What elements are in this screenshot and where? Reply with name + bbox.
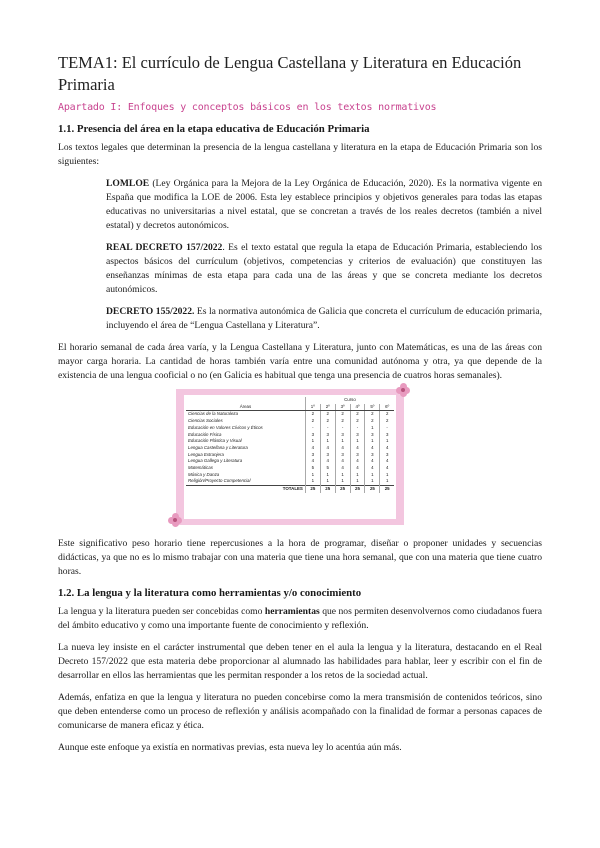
law-description: (Ley Orgánica para la Mejora de la Ley Orgánica de Educación, 2020). Es la normativa vigente en España que modifica la LOE de 2006. Esta ley establece principios y objetivos generales para todas las etapas educativas no universitarias a nivel estatal, que se concretan a través de los reales decretos (también a nivel estatal) y decretos autonómicos. [106,178,542,231]
table-cell-hours: 2 [350,418,365,425]
table-cell-hours: - [335,425,350,432]
table-cell-hours: 1 [305,472,320,479]
table-cell-hours: 3 [350,432,365,439]
table-cell-area: Matemáticas [188,465,213,471]
table-cell-hours: 4 [335,458,350,465]
table-header-areas: Áreas [186,404,305,411]
table-cell-hours: 2 [305,411,320,418]
table-cell-area: Educación en Valores Cívicos y Éticos [188,424,263,430]
table-cell-hours: 4 [350,465,365,472]
table-cell-hours: 1 [365,478,380,485]
emphasis-herramientas: herramientas [264,606,320,617]
table-header-course: 1º [305,404,320,411]
table-row [186,465,394,472]
table-cell-hours: 5 [320,465,335,472]
table-header-course: 3º [335,404,350,411]
table-header-row [186,404,394,411]
table-row [186,458,394,465]
section-2-heading: 1.2. La lengua y la literatura como herramientas y/o conocimiento [58,587,362,599]
table-cell-hours: 4 [320,445,335,452]
hours-table [186,397,394,493]
table-cell-area: Ciencias de la Naturaleza [188,411,239,417]
text-run: que nos permiten desenvolvernos como ciudadanos fuera del ámbito educativo y como una importante fuente de conocimiento y reflexión. [58,606,542,631]
table-cell-hours: 1 [320,472,335,479]
table-cell-hours: 3 [365,452,380,459]
table-row [186,418,394,425]
table-cell-hours: 2 [380,411,394,418]
table-cell-hours: 4 [350,458,365,465]
law-item-lomloe [106,177,542,233]
table-cell-hours: - [380,425,394,432]
table-row [186,425,394,432]
table-row [186,452,394,459]
table-cell-area: Lengua Gallega y Literatura [188,458,243,464]
flower-decoration-icon [396,383,410,397]
law-item-decreto [106,305,542,333]
table-cell-hours: 1 [380,472,394,479]
table-cell-total: 25 [320,486,335,493]
table-cell-hours: 4 [365,458,380,465]
table-cell-area: Lengua Extranjera [188,451,224,457]
table-cell-hours: 4 [380,458,394,465]
table-cell-total: 25 [365,486,380,493]
apartado-heading: Apartado I: Enfoques y conceptos básicos en los textos normativos [58,102,437,113]
table-cell-hours: 1 [350,478,365,485]
after-table-paragraph: Este significativo peso horario tiene repercusiones a la hora de programar, diseñar o proponer unidades y secuencias didácticas, ya que no es lo mismo trabajar con una materia que tiene una hora semanal, que con una materia que tiene cuatro horas. [58,538,542,577]
table-header-course: 2º [320,404,335,411]
table-cell-hours: 4 [380,465,394,472]
table-cell-hours: 4 [365,445,380,452]
table-cell-hours: 3 [365,432,380,439]
section-2-paragraph-1 [58,605,542,633]
table-cell-hours: - [305,425,320,432]
table-total-label: TOTALES [186,486,305,493]
table-cell-hours: 2 [365,411,380,418]
table-cell-hours: 2 [380,418,394,425]
table-cell-hours: 1 [335,478,350,485]
table-row [186,432,394,439]
text-run: La lengua y la literatura pueden ser concebidas como [58,606,265,617]
table-cell-hours: 3 [335,452,350,459]
table-cell-hours: 1 [380,478,394,485]
table-row [186,445,394,452]
document-title: TEMA1: El currículo de Lengua Castellana y Literatura en Educación Primaria [58,53,522,94]
table-cell-area: Lengua Castellana y Literatura [188,444,248,450]
table-cell-hours: 1 [320,438,335,445]
table-cell-hours: 3 [320,452,335,459]
table-cell-area: Educación Física [188,431,222,437]
section-1-intro: Los textos legales que determinan la presencia de la lengua castellana y literatura en la etapa de Educación Primaria son los siguientes: [58,142,542,167]
section-1-heading: 1.1. Presencia del área en la etapa educativa de Educación Primaria [58,123,370,135]
table-cell-total: 25 [350,486,365,493]
table-cell-area: Religión/Proyecto Competencial [188,478,251,484]
table-cell-hours: 3 [335,432,350,439]
table-header-course: 6º [380,404,394,411]
table-cell-hours: 1 [365,438,380,445]
table-cell-hours: 1 [320,478,335,485]
table-cell-hours: - [320,425,335,432]
table-cell-hours: 1 [365,472,380,479]
table-header-course: 5º [365,404,380,411]
table-header-empty [186,397,305,404]
table-cell-area: Ciencias Sociales [188,418,223,424]
table-cell-hours: 3 [305,452,320,459]
section-2-paragraph-3: Además, enfatiza en que la lengua y literatura no pueden concebirse como la mera transmisión de contenidos teóricos, sino que deben entenderse como un proceso de reflexión y análisis acompañado con la finalidad de formar a personas capaces de comunicarse de manera eficaz y ética. [58,692,542,731]
table-cell-hours: 2 [320,418,335,425]
table-cell-hours: 1 [335,438,350,445]
table-cell-hours: 1 [305,478,320,485]
table-cell-hours: 2 [335,411,350,418]
table-cell-hours: 1 [335,472,350,479]
law-term: LOMLOE [106,178,150,189]
table-cell-hours: 2 [335,418,350,425]
table-header-curso: Curso [305,397,394,404]
table-cell-area: Educación Plástica y Visual [188,438,242,444]
law-description: . Es el texto estatal que regula la etapa de Educación Primaria, estableciendo los aspectos básicos del currículum (objetivos, competencias y criterios de evaluación) que constituyen las enseñanzas mínimas de esta etapa para cada una de las áreas y que se concreta mediante los decretos autonómicos. [106,242,542,295]
table-cell-hours: 1 [380,438,394,445]
table-cell-hours: 1 [365,425,380,432]
hours-table-figure [176,389,408,527]
table-cell-hours: 5 [305,465,320,472]
law-item-real-decreto [106,241,542,297]
table-cell-hours: 4 [380,445,394,452]
table-cell-hours: - [350,425,365,432]
table-cell-hours: 3 [380,432,394,439]
table-cell-hours: 3 [305,432,320,439]
document-page [58,52,542,763]
hours-table-body [186,411,394,493]
table-header-course: 4º [350,404,365,411]
law-description: Es la normativa autonómica de Galicia que concreta el currículum de educación primaria, incluyendo el área de “Lengua Castellana y Literatura”. [106,306,543,331]
table-cell-hours: 4 [305,458,320,465]
table-row [186,472,394,479]
table-row [186,438,394,445]
section-2-paragraph-2: La nueva ley insiste en el carácter instrumental que deben tener en el aula la lengua y la literatura, destacando en el Real Decreto 157/2022 que esta materia debe proporcionar al alumnado las habilidades para hablar, leer y escribir con el fin de desarrollar en ellos las herramientas que les permitan responder a los retos de la sociedad actual. [58,642,542,681]
table-cell-hours: 4 [320,458,335,465]
table-header-group-row [186,397,394,404]
table-cell-hours: 3 [380,452,394,459]
table-cell-hours: 4 [365,465,380,472]
table-cell-total: 25 [380,486,394,493]
table-cell-hours: 2 [350,411,365,418]
section-2-paragraph-4: Aunque este enfoque ya existía en normativas previas, esta nueva ley lo acentúa aún más. [58,742,402,753]
table-cell-total: 25 [335,486,350,493]
table-cell-hours: 2 [305,418,320,425]
table-row [186,478,394,485]
law-term: DECRETO 155/2022. [106,306,195,317]
table-cell-hours: 1 [350,438,365,445]
horario-paragraph: El horario semanal de cada área varía, y la Lengua Castellana y Literatura, junto con Matemáticas, es una de las áreas con mayor carga horaria. La cantidad de horas también varía entre una comunidad autónoma y otra, ya que depende de la existencia de una lengua cooficial o no (en Galicia es habitual que tenga una presencia de cuatros horas semanales). [58,342,542,381]
table-cell-hours: 4 [335,445,350,452]
table-total-row [186,486,394,493]
table-cell-hours: 3 [320,432,335,439]
table-cell-hours: 2 [365,418,380,425]
flower-decoration-icon [168,513,182,527]
table-cell-hours: 4 [305,445,320,452]
table-row [186,411,394,418]
table-cell-hours: 1 [350,472,365,479]
table-cell-hours: 1 [305,438,320,445]
table-cell-hours: 4 [350,445,365,452]
table-cell-area: Música y Danza [188,471,220,477]
law-term: REAL DECRETO 157/2022 [106,242,223,253]
table-cell-hours: 2 [320,411,335,418]
table-cell-hours: 4 [335,465,350,472]
table-cell-total: 25 [305,486,320,493]
table-cell-hours: 3 [350,452,365,459]
